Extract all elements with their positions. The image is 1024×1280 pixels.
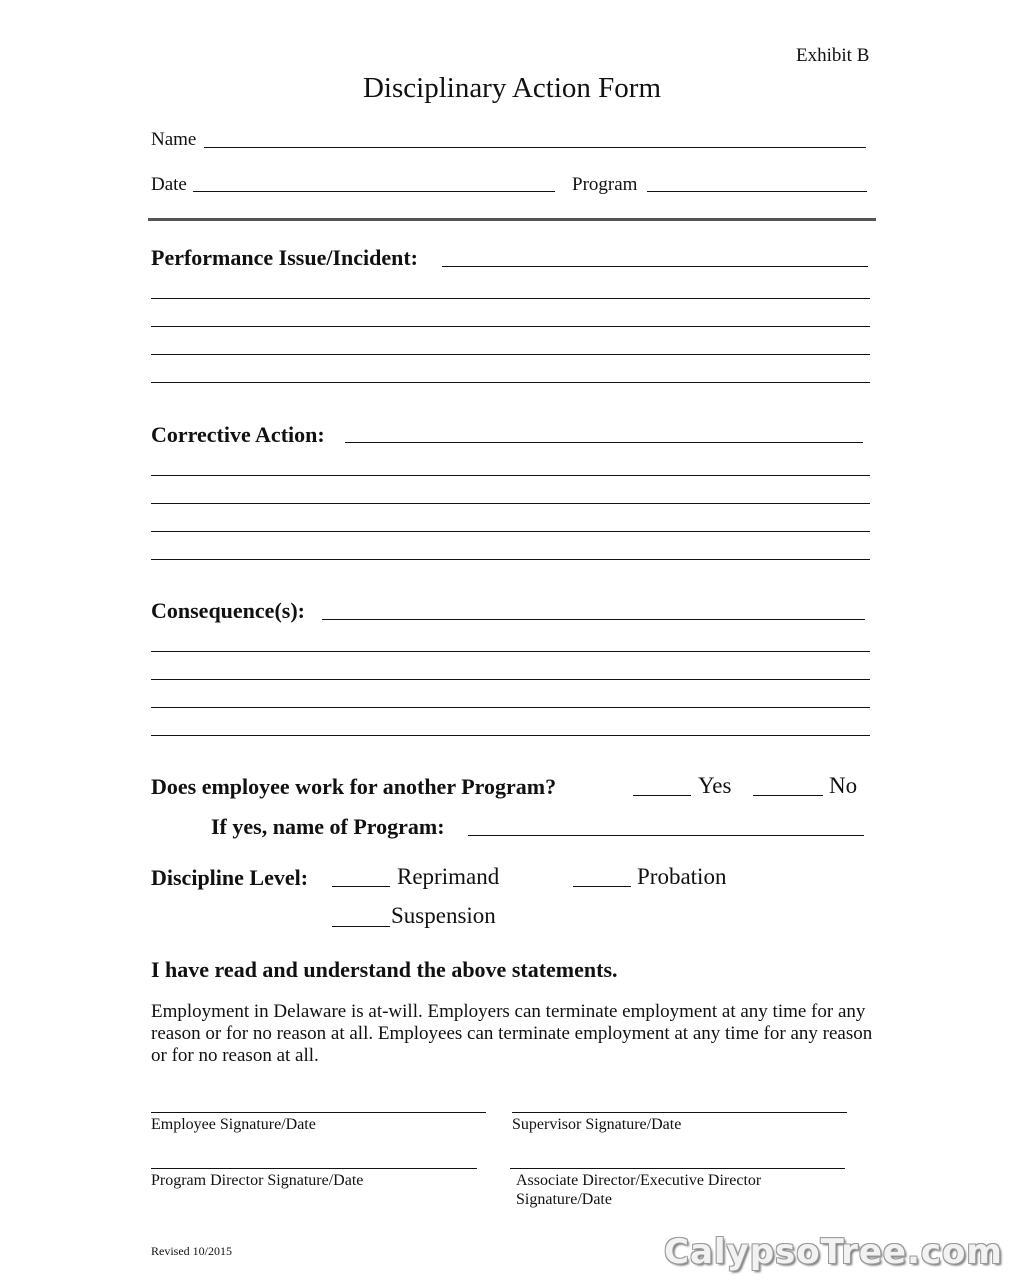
program-field[interactable]: [647, 191, 867, 192]
watermark-logo: CalypsoTree.com: [664, 1232, 1003, 1272]
reprimand-blank[interactable]: [332, 886, 390, 887]
revision-date: Revised 10/2015: [151, 1244, 232, 1258]
name-field[interactable]: [204, 147, 866, 148]
performance-issue-field[interactable]: [442, 266, 868, 267]
corrective-action-line[interactable]: [151, 503, 870, 504]
performance-issue-line[interactable]: [151, 354, 870, 355]
consequences-line[interactable]: [151, 679, 870, 680]
performance-issue-line[interactable]: [151, 382, 870, 383]
consequences-line[interactable]: [151, 707, 870, 708]
consequences-field[interactable]: [322, 619, 865, 620]
supervisor-signature-label: Supervisor Signature/Date: [512, 1116, 682, 1133]
corrective-action-line[interactable]: [151, 531, 870, 532]
acknowledgement-heading: I have read and understand the above statements.: [151, 957, 618, 982]
discipline-level-label: Discipline Level:: [151, 865, 309, 890]
performance-issue-line[interactable]: [151, 326, 870, 327]
other-program-name-label: If yes, name of Program:: [211, 814, 445, 839]
program-director-signature-line[interactable]: [151, 1168, 477, 1169]
date-field[interactable]: [193, 191, 555, 192]
at-will-statement: Employment in Delaware is at-will. Employers can terminate employment at any time for any reason or for no reason at all. Employees can terminate employment at any time for any reason or for no reason at all.: [151, 1001, 873, 1066]
supervisor-signature-line[interactable]: [512, 1112, 847, 1113]
section-divider: [148, 218, 876, 221]
associate-director-signature-label: Associate Director/Executive Director: [516, 1172, 762, 1189]
associate-director-signature-line[interactable]: [510, 1168, 845, 1169]
other-program-name-field[interactable]: [468, 835, 864, 836]
performance-issue-label: Performance Issue/Incident:: [151, 245, 419, 270]
reprimand-label: Reprimand: [397, 864, 500, 889]
yes-label: Yes: [698, 773, 732, 798]
corrective-action-label: Corrective Action:: [151, 422, 325, 447]
consequences-line[interactable]: [151, 651, 870, 652]
yes-blank[interactable]: [633, 795, 691, 796]
page-title: Disciplinary Action Form: [362, 72, 662, 104]
name-label: Name: [151, 129, 197, 150]
corrective-action-field[interactable]: [345, 442, 863, 443]
associate-director-signature-label-line2: Signature/Date: [516, 1191, 612, 1208]
no-blank[interactable]: [753, 795, 823, 796]
suspension-label: Suspension: [391, 903, 496, 928]
performance-issue-line[interactable]: [151, 298, 870, 299]
date-label: Date: [151, 174, 187, 195]
employee-signature-line[interactable]: [151, 1112, 486, 1113]
consequences-line[interactable]: [151, 735, 870, 736]
corrective-action-line[interactable]: [151, 559, 870, 560]
corrective-action-line[interactable]: [151, 475, 870, 476]
employee-signature-label: Employee Signature/Date: [151, 1116, 316, 1133]
program-label: Program: [572, 174, 638, 195]
probation-label: Probation: [637, 864, 727, 889]
program-director-signature-label: Program Director Signature/Date: [151, 1172, 364, 1189]
no-label: No: [829, 773, 858, 798]
exhibit-label: Exhibit B: [796, 45, 870, 66]
consequences-label: Consequence(s):: [151, 598, 305, 623]
probation-blank[interactable]: [573, 886, 631, 887]
suspension-blank[interactable]: [332, 926, 390, 927]
another-program-question: Does employee work for another Program?: [151, 774, 557, 799]
